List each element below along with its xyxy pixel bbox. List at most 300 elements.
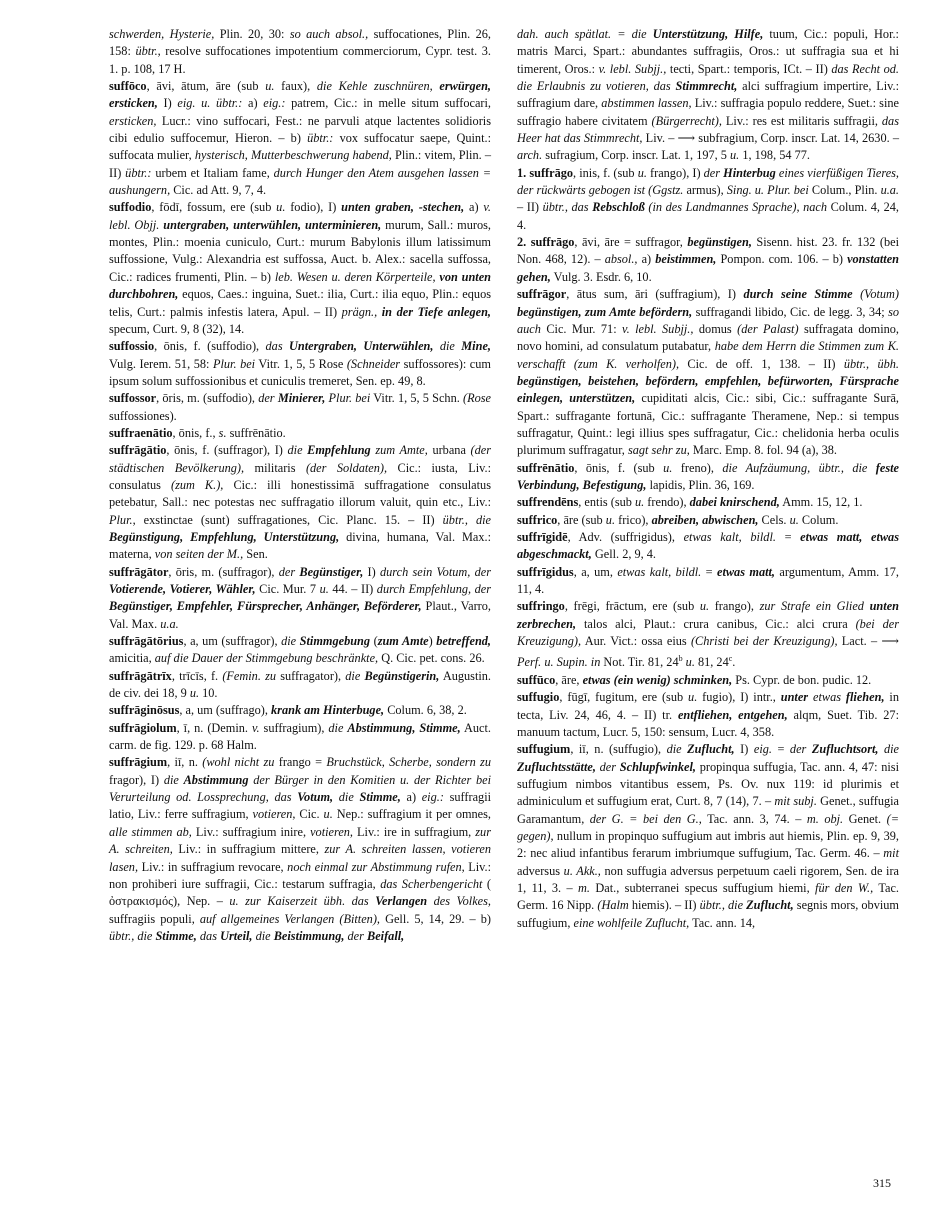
entry-text: v. [251,720,260,735]
entry-text: suffragium), [259,720,329,735]
entry-text: der [789,742,807,757]
entry-text: übtr., [135,44,161,59]
dictionary-entry [109,78,491,199]
dictionary-entry [109,442,491,563]
dictionary-entry [517,564,899,599]
entry-text: die Aufzäumung, übtr., die [722,460,868,475]
dictionary-entry [517,494,899,511]
entry-text: Schlupfwinkel, [619,759,696,774]
entry-text: übtr., die [699,898,744,913]
entry-text: , āre, [555,672,583,687]
entry-text: freno), [672,460,723,475]
entry-text: a) [400,790,422,805]
entry-text: Colum., Plin. [808,183,881,198]
entry-text: durch Empfehlung, der [376,582,491,596]
entry-text: domus [693,321,738,336]
entry-text: , inis, f. (sub [573,165,638,180]
entry-text: Colum. 6, 38, 2. [384,703,467,718]
entry-text: segnis mors, obvium suffugium, [517,898,899,930]
entry-text: Votum, [297,790,334,805]
entry-text: eig. u. übtr.: [177,96,243,111]
entry-text: a) [464,200,484,215]
entry-text: leb. Wesen u. deren Körperteile, [274,269,436,284]
entry-text: u.a. [160,616,179,631]
entry-text: vox suffocatur saepe, Quint.: suffocata mulier, [109,131,491,163]
entry-text: das [199,928,217,943]
entry-text: Auct. carm. de fig. 129. p. 68 Halm. [109,720,491,753]
headword: suffrendēns [517,495,579,510]
entry-text: begünstigen, zum Amte befördern, [517,304,693,319]
entry-text: , ī, n. (Demin. [176,720,252,735]
entry-text: (zum K.), [170,477,224,492]
entry-text [867,461,875,475]
entry-text: (der Palast) [737,321,799,336]
entry-text: , fūgī, fugitum, ere (sub [559,690,689,705]
entry-text: eig.: [421,790,444,805]
entry-text: arch. [517,148,543,163]
entry-text: u. [323,807,333,822]
entry-text: , iī, n. [167,755,203,770]
entry-text: von seiten der M., [154,547,244,562]
headword: suffossio [109,339,155,354]
dictionary-entry [517,460,899,495]
entry-text: Pompon. com. 106. – b) [716,252,848,267]
entry-text: urbem et Italiam fame, [151,165,274,180]
entry-text: etwas [813,690,842,705]
entry-text: feste Verbindung, Befestigung, [517,460,900,492]
headword: suffrāginōsus [109,703,180,718]
dictionary-entry [517,741,899,932]
entry-text: Untergraben, Unterwühlen, [289,339,434,354]
entry-text: die [345,668,361,683]
entry-text: etwas matt, etwas abgeschmackt, [517,529,899,562]
entry-text: (Schneider [346,356,401,371]
entry-text: das [265,339,283,354]
entry-text: Votierende, Votierer, Wähler, [109,582,256,596]
entry-text: der [703,165,721,180]
entry-text: Beifall, [367,928,405,943]
entry-text: u. [319,582,329,596]
entry-text: prägn., [341,304,378,319]
entry-text: resolve suffocationes impotentium commerciorum, Cypr. test. 3. 1. p. 108, 17 H. [109,44,491,76]
entry-text: übtr., die [442,512,491,527]
entry-text: (= gegen), [517,811,899,843]
dictionary-entry [109,26,491,78]
entry-text: u. Akk., [563,863,601,878]
entry-text: u. [699,599,710,614]
dictionary-entry [517,672,899,689]
entry-text: die [287,443,303,458]
headword: suffōco [109,79,147,94]
entry-text: , ātus sum, āri (suffragium), I) [566,287,744,302]
entry-text: Abstimmung [183,772,249,787]
entry-text: untergraben, unterwühlen, unterminieren, [163,217,382,232]
entry-text: talos alci, Plaut.: crura canibus, Cic.: alci crura [576,616,856,631]
entry-text: Cic. Mur. 71: [540,321,623,336]
entry-text: I) [157,96,178,111]
entry-text: u. [789,512,799,527]
entry-text: , āvi, ātum, āre (sub [146,79,266,94]
entry-text: Vitr. 1, 5, 5 Rose [255,356,347,371]
entry-text: in der Tiefe anlegen, [381,304,492,319]
entry-text: , trīcīs, f. [171,668,223,683]
entry-text: (der städtischen Bevölkerung), [109,443,491,475]
headword: suffrāgor [517,287,567,302]
entry-text: u. [189,686,200,701]
entry-text: sufragium, Corp. inscr. Lat. 1, 197, 5 [542,148,731,163]
entry-text: Amm. 15, 12, 1. [779,495,863,510]
entry-text: unter [780,690,809,705]
entry-text: b [678,654,683,664]
entry-text: Minierer, [277,391,326,406]
headword: suffugium [517,742,571,757]
entry-text: die [439,339,455,354]
entry-text: übtr., die [109,928,153,943]
entry-text: suffragandi libido, Cic. de legg. 3, 34; [692,304,889,319]
entry-text: Beistimmung, [273,928,345,943]
entry-text: tuum, Cic.: populi, Hor.: matris Marci, Spart.: abundantes suffragiis, Oros.: ut suffragia sua et hi timerent, Oros.: [517,27,899,76]
dictionary-entry [517,165,899,234]
entry-text: u. [276,200,286,215]
entry-text: alle stimmen ab, [109,824,192,839]
entry-text: Liv.: ire in suffragium, [353,824,476,839]
entry-text: eine wohlfeile Zuflucht, [573,915,690,930]
right-column [517,26,899,932]
entry-text: Begünstiger, [299,564,364,579]
entry-text: Hinterbug [723,165,776,180]
entry-text: , ōnis, f., [172,425,219,440]
entry-text: divina, humana, Val. Max.: materna, [109,529,491,562]
dictionary-entry [109,754,491,945]
entry-text: zum Amte, [375,443,428,458]
entry-text: , ōnis, f. (suffodio), [154,339,266,354]
entry-text: etwas kalt, bildl. [683,529,776,544]
entry-text: suffossiones). [109,408,177,423]
entry-text: die [883,742,900,757]
entry-text: Cic.: illi honestissimā suffragatione consulatus petebatur, Sall.: nec potestas nec suffragatio illorum valuit, quin etc., Liv.: [109,477,491,510]
entry-text: cupiditati alcis, Cic.: sibi, Cic.: suffragante Surā, Spart.: suffragante fortunā, Cic.: suffragante Theramene, Nep.: si tempus suffragatur, Quint.: legi illius spes suffragatur, Cic.: chelidonia herba oculis plurimum suffragatur, [517,391,899,458]
entry-text: Plur. bei [212,356,256,371]
entry-text: Plaut., Varro, Val. Max. [109,599,491,631]
entry-text: Ps. Cypr. de bon. pudic. 12. [732,672,872,687]
entry-text: ( [370,634,378,649]
entry-text: a) [242,96,264,111]
entry-text: Liv.: res est militaris suffragii, [721,113,882,128]
entry-text: suffossores): cum ipsum solum suffossionibus et cuniculis tremeret, Sen. ep. 49, 8. [109,356,491,388]
dictionary-entry [517,26,899,165]
entry-text: u. [637,165,647,180]
entry-text: Tac. ann. 3, 74. – [701,811,807,826]
entry-text: , entis (sub [578,495,635,510]
entry-text: – II) [517,200,543,215]
entry-text: u. [688,690,698,705]
entry-text: Stimme, [155,928,197,943]
entry-text: Cic. de off. 1, 138. – II) [679,356,844,371]
entry-text: durch sein Votum, der [380,564,491,579]
entry-text: Aur. Vict.: ossa eius [581,634,691,649]
entry-text: etwas matt, [716,564,776,579]
entry-text: Cic. ad Att. 9, 7, 4. [170,183,267,198]
entry-text: frango = [274,755,327,770]
dictionary-entry [109,702,491,719]
entry-text: Lucr.: vino suffocari, Fest.: ne parvuli atque lactentes solidioris cibi edulio suffocemur, Hieron. – b) [109,113,491,146]
entry-text: zur Strafe ein Glied [759,599,864,614]
entry-text: Zufluchtsstätte, [517,759,596,774]
entry-text: (Halm [597,898,629,913]
entry-text: Stimme, [359,790,401,805]
headword: suffrīgidus [517,564,574,579]
dictionary-entry [109,668,491,703]
entry-text: suffragii latio, Liv.: ferre suffragium, [109,790,492,822]
entry-text: erwürgen, ersticken, [109,79,491,111]
headword: suffrāgātio [109,443,167,458]
entry-text: Plin.: vitem, Plin. – II) [109,148,491,180]
entry-text: der [347,928,364,943]
entry-text: suffragator), [276,668,346,683]
entry-text: Augustin. de civ. dei 18, 9 [109,668,491,701]
headword: suffringo [517,599,565,614]
dictionary-entry [517,512,899,529]
entry-text: das Scherbengericht [380,876,483,891]
entry-text: votieren, [252,807,296,822]
entry-text: u. [730,148,740,163]
entry-text: , ōnis, f. (sub [574,460,664,475]
entry-text: Sen. [243,547,268,562]
entry-text: , iī, n. (suffugio), [570,742,667,757]
entry-text: nullum in propinquo suffugium aut imbris aut hiemis, Plin. ep. 9, 39, 2: nec aliud infantibus ferarum imbriumque suffugium, Tac. Germ. 46. – [517,828,899,861]
dictionary-entry [517,598,899,671]
entry-text: , Adv. (suffrigidus), [567,529,684,544]
entry-text: abreiben, abwischen, [651,512,759,527]
entry-text: habe dem Herrn die Stimmen zum K. verschafft (zum K. verholfen), [517,339,900,371]
entry-text: specum, Curt. 9, 8 (32), 14. [109,321,245,336]
entry-text: adversus [517,863,564,878]
entry-text: eig.: [263,96,286,111]
entry-text: entfliehen, entgehen, [677,707,788,722]
entry-text: amicitia, [109,651,155,666]
entry-text: fodio), I) [285,200,342,215]
entry-text: die [163,772,179,787]
entry-text: tecti, Spart.: temporis, ICt. – II) [666,61,832,76]
dictionary-entry [517,234,899,286]
entry-text: suffragata domino, novo homini, ad consulatum putabatur, [517,321,899,354]
headword: suffrāgātor [109,564,169,579]
entry-text: sagt sehr zu, [627,443,690,458]
entry-text: Tac. Germ. 16 Nipp. [517,880,899,913]
entry-text: Cic. Mur. 7 [255,582,320,596]
entry-text: hiemis). – II) [628,898,700,913]
entry-text: dabei knirschend, [689,495,780,510]
entry-text: (der Soldaten), [305,460,388,475]
entry-text: zur A. schreiten lassen, votieren lasen, [109,842,492,874]
entry-text: fliehen, [845,690,885,705]
headword: suffrāgiolum [109,720,177,735]
entry-text: 1, 198, 54 77. [739,148,810,163]
entry-text: mit subj. [774,794,817,809]
entry-text: , ōnis, f. (suffragor), I) [166,443,288,458]
entry-text: Vitr. 1, 5, 5 Schn. [370,391,464,406]
entry-text: Vulg. 3. Esdr. 6, 10. [550,269,652,284]
entry-text: v. lebl. Objj. [109,200,491,232]
entry-text: m. [578,880,591,895]
entry-text: hysterisch, Mutterbeschwerung habend, [194,148,392,163]
entry-text: durch seine Stimme [743,287,853,302]
entry-text: für den W., [815,880,874,895]
entry-text: Plin. 20, 30: [214,27,290,41]
entry-text: Mine, [461,339,491,354]
headword: suffossor [109,391,157,406]
entry-text: suffragiis populi, [109,911,200,926]
entry-text: begünstigen, beistehen, befördern, empfehlen, befürworten, Fürsprache einlegen, unterstützen, [517,373,899,406]
entry-text: ) [428,634,437,649]
entry-text: begünstigen, [687,235,752,250]
entry-text: des Volkes, [433,894,491,909]
entry-text: v. lebl. Subjj., [598,61,667,76]
entry-text: Q. Cic. pet. cons. 26. [378,651,485,666]
entry-text: zum Amte [377,634,429,649]
entry-text: Begünstigung, Empfehlung, Unterstützung, [109,529,340,544]
entry-text: der [599,759,617,774]
entry-text: Sing. u. Plur. bei [726,183,809,198]
entry-text: equos, Caes.: inguina, Suet.: ilia, Curt.: ilia equo, Plin.: equos telis, Curt.: palmis infestis latera, Apul. – II) [109,287,491,319]
entry-text: der Bürger in den Komitien u. der Richter bei Verurteilung od. Lossprechung, das [109,772,491,805]
entry-text: Zuflucht, [687,742,735,757]
entry-text: Nep.: suffragium it per omnes, [332,807,491,822]
entry-text: patrem, Cic.: in melle situm suffocari, [285,96,491,111]
entry-text: Plur., [109,512,136,527]
entry-text: u. [685,655,695,670]
entry-text: alqm, Suet. Tib. 27: manuum tactum, Lucr. 5, 150: sensum, Lucr. 4, 358. [517,707,899,739]
entry-text: eines vierfüßigen Tieres, der rückwärts gebogen ist (Ggstz. [517,165,900,198]
entry-text: votieren, [310,824,354,839]
headword: 2. suffrāgo [517,235,575,250]
entry-text: Liv. – ⟶ subfragium, Corp. inscr. Lat. 14, 2630. – [642,131,899,146]
entry-text: etwas kalt, bildl. [617,564,702,579]
entry-text: s. [218,425,227,440]
entry-text: fragor), I) [109,772,164,787]
entry-text: suffocationes, Plin. 26, 158: [109,27,492,59]
entry-text: die [338,790,354,805]
headword: suffrāgātōrius [109,634,184,649]
entry-text: u.a. [880,183,900,198]
entry-text: eig. [753,742,772,757]
entry-text: dah. auch spätlat. = die [517,27,647,41]
entry-text: Stimmrecht, [675,79,738,94]
entry-text: (in des Landmannes Sprache), nach [648,200,828,215]
entry-text: beistimmen, [655,252,717,267]
headword: suffraenātio [109,425,173,440]
page-number: 315 [873,1176,891,1190]
entry-text: Vulg. Ierem. 51, 58: [109,356,213,371]
entry-text: (Christi bei der Kreuzigung), [690,634,838,649]
entry-text: I) [734,742,754,757]
entry-text: übtr., übh. [843,356,899,371]
entry-text: die [281,634,297,649]
entry-text: urbana [427,443,471,458]
entry-text: frango), I) [646,165,704,180]
entry-text: faux), [274,79,317,94]
entry-text: , a, um, [573,564,618,579]
entry-text: Lact. – ⟶ [837,634,900,649]
entry-text: u. [663,460,673,475]
entry-text: krank am Hinterbuge, [271,703,385,718]
entry-text: Urteil, [220,928,253,943]
entry-text: (bei der Kreuzigung), [517,616,899,649]
entry-text: propinqua suffugia, Tac. ann. 4, 47: nisi suffugium nimbos vitantibus essem, Ps. Ov. nux 119: id plurimis et adminiculum et suffugium erat, Curt. 8, 7 (14), 7. – [517,759,900,809]
entry-text: Stimmgebung [299,634,371,649]
entry-text: zur A. schreiten, [109,824,491,857]
entry-text: . [732,655,736,670]
headword: 1. suffrāgo [517,165,574,180]
entry-text: Genet., suffugia Garamantum, [517,794,899,826]
entry-text: Not. Tir. 81, 24 [600,655,679,670]
entry-text: Liv.: suffragium inire, [191,824,311,839]
entry-text: u. [605,512,616,527]
entry-text: auf die Dauer der Stimmgebung beschränkte, [154,651,379,666]
entry-text: Gell. 2, 9, 4. [591,547,657,562]
entry-text: Verlangen [375,894,428,909]
entry-text: (Votum) [860,287,900,302]
entry-text: so auch absol., [289,27,369,41]
entry-text: frendo), [644,495,690,510]
headword: suffugio [517,690,560,705]
dictionary-entry [517,689,899,741]
entry-text: die [328,720,344,735]
entry-text: m. obj. [806,811,844,826]
entry-text: = [775,529,801,544]
entry-text: Liv.: non prohiberi iure suffragii, Cic.: testarum suffragia, [109,859,492,891]
entry-text: (Bürgerrecht), [651,113,722,128]
entry-text: so auch [517,304,900,336]
entry-text: Dat., subterranei specus suffugium hiemi, [590,880,816,895]
entry-text: Unterstützung, Hilfe, [652,27,764,41]
entry-text: Zuflucht, [746,898,794,913]
entry-text: 81, 24 [694,655,729,670]
entry-text: lapidis, Plin. 36, 169. [646,477,755,492]
headword: suffrāgātrīx [109,668,172,683]
entry-text: Bruchstück, Scherbe, sondern zu [326,755,491,770]
entry-text: übtr.: [307,131,334,146]
dictionary-entry [109,199,491,338]
entry-text: Liv.: suffragia populo reddere, Suet.: sine suffragio habere civitatem [517,96,899,128]
entry-text: vonstatten gehen, [517,252,900,284]
entry-text: argumentum, Amm. 17, 11, 4. [517,564,899,596]
entry-text: , fōdī, fossum, ere (sub [151,200,277,215]
entry-text: ersticken, [109,113,157,128]
entry-text: alci suffragium impertire, Liv.: suffragium dare, [517,79,899,111]
entry-text: Marc. Emp. 8. fol. 94 (a), 38. [689,443,837,458]
entry-text: noch einmal zur Abstimmung rufen, [287,859,465,874]
entry-text: Tac. ann. 14, [689,915,756,930]
entry-text: (Rose [463,391,492,406]
entry-text: frango), [709,599,760,614]
entry-text: der G. = bei den G., [589,811,702,826]
headword: suffrico [517,512,558,527]
entry-text: die [666,742,682,757]
entry-text: , a, um (suffrago), [179,703,272,718]
entry-text: u. [265,79,275,94]
entry-text: frico), [615,512,652,527]
entry-text: der [278,564,296,579]
entry-text: , āvi, āre = suffragor, [574,235,688,250]
dictionary-entry [517,286,899,459]
dictionary-entry [109,338,491,390]
entry-text: (wohl nicht zu [202,755,275,770]
left-column [109,26,491,945]
dictionary-entry [109,564,491,633]
entry-text: Colum. 4, 24, 4. [517,200,899,232]
entry-text: Begünstiger, Empfehler, Fürsprecher, Anhänger, Beförderer, [109,599,422,614]
